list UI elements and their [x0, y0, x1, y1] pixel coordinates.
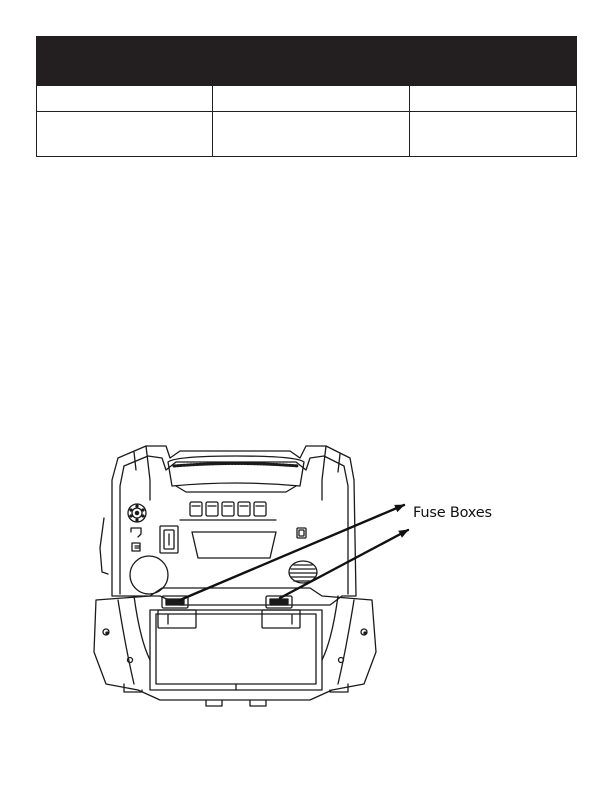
rocker-switch-icon [160, 526, 178, 553]
control-dial-icon [128, 504, 146, 522]
base-housing [94, 588, 376, 706]
device-body [100, 446, 356, 605]
small-button-icon [297, 528, 306, 538]
center-panel [192, 532, 276, 558]
right-fuse-box [262, 596, 300, 628]
left-fuse-box [158, 596, 196, 628]
fuse-boxes-callout-label: Fuse Boxes [413, 505, 492, 521]
callout-arrows [180, 505, 408, 600]
plug-symbol-icon [132, 543, 140, 551]
vent-slots [180, 502, 276, 520]
faucet-symbol-icon [131, 528, 141, 537]
